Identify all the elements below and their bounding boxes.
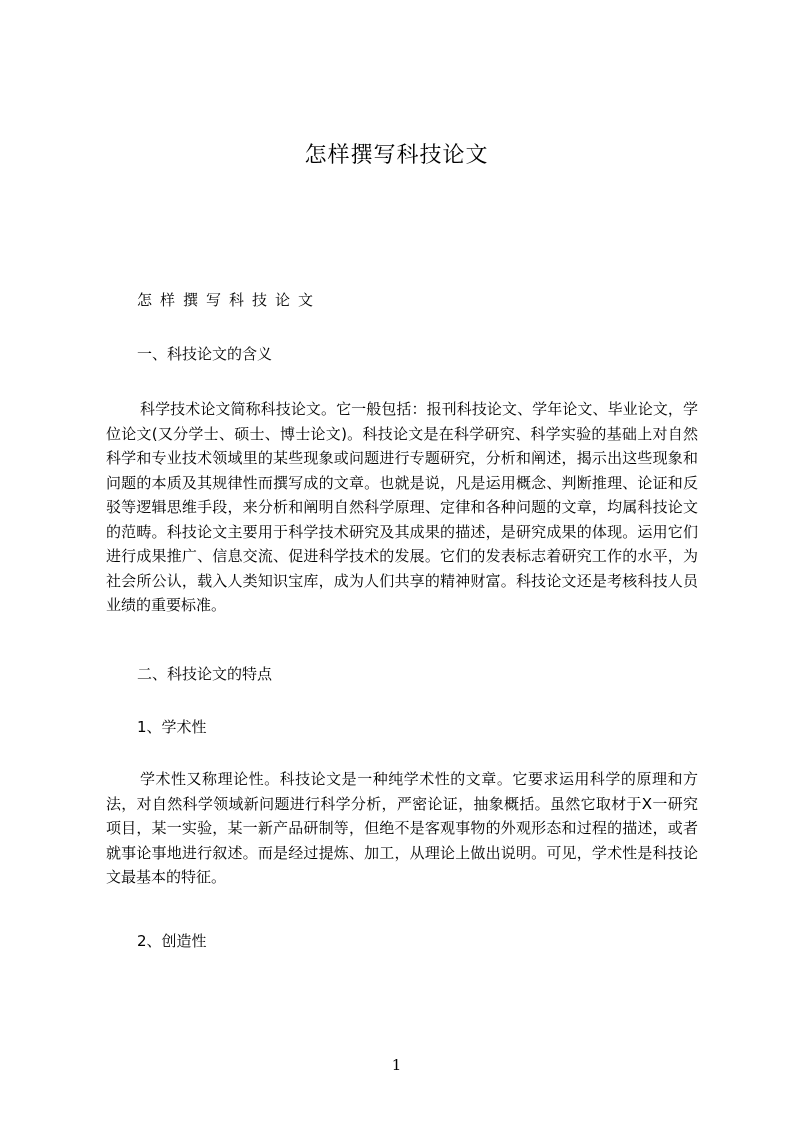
section-heading-definition: 一、科技论文的含义 xyxy=(137,345,273,363)
page-number: 1 xyxy=(391,1056,402,1074)
subsection-heading-creativity: 2、创造性 xyxy=(137,932,207,950)
document-title: 怎样撰写科技论文 xyxy=(304,143,489,168)
document-subtitle: 怎样撰写科技论文 xyxy=(137,291,322,309)
section-heading-characteristics: 二、科技论文的特点 xyxy=(137,665,273,683)
paragraph-definition: 科学技术论文简称科技论文。它一般包括：报刊科技论文、学年论文、毕业论文，学位论文(又分学士、硕士、博士论文)。科技论文是在科学研究、科学实验的基础上对自然科学和专业技术领域里的某些现象或问题进行专题研究，分析和阐述，揭示出这些现象和问题的本质及其规律性而撰写成的文章。也就是说，凡是运用概念、判断推理、论证和反驳等逻辑思维手段，来分析和阐明自然科学原理、定律和各种问题的文章，均属科技论文的范畴。科技论文主要用于科学技术研究及其成果的描述，是研究成果的体现。运用它们进行成果推广、信息交流、促进科学技术的发展。它们的发表标志着研究工作的水平，为社会所公认，载入人类知识宝库，成为人们共享的精神财富。科技论文还是考核科技人员业绩的重要标准。 xyxy=(106,400,698,614)
subsection-heading-academic: 1、学术性 xyxy=(137,718,207,736)
paragraph-academic: 学术性又称理论性。科技论文是一种纯学术性的文章。它要求运用科学的原理和方法，对自然科学领域新问题进行科学分析，严密论证，抽象概括。虽然它取材于X一研究项目，某一实验，某一新产品研制等，但绝不是客观事物的外观形态和过程的描述，或者就事论事地进行叙述。而是经过提炼、加工，从理论上做出说明。可见，学术性是科技论文最基本的特征。 xyxy=(106,770,698,886)
